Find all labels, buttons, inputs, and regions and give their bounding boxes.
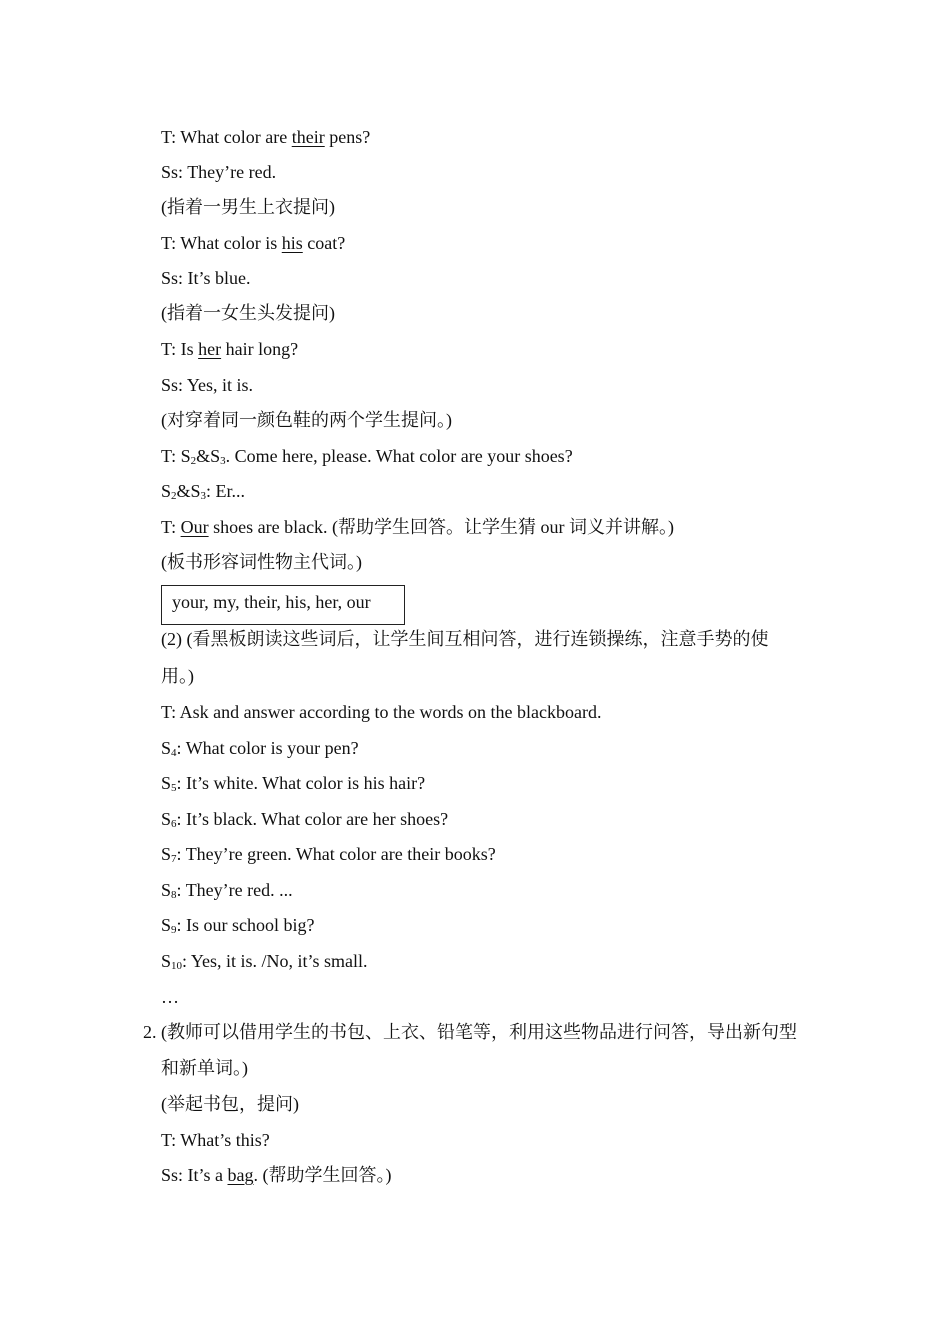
stage-direction: (指着一女生头发提问)	[161, 303, 335, 323]
section-instruction: (教师可以借用学生的书包、上衣、铅笔等，利用这些物品进行问答，导出新句型	[161, 1022, 797, 1042]
dialogue-line: $S_5$: It’s white. What color is his hair?	[161, 773, 426, 794]
dialogue-line: T: Our shoes are black. (帮助学生回答。让学生猜 our 词义并讲解。)	[161, 517, 675, 537]
dialogue-line: $S_4$: What color is your pen?	[161, 738, 359, 759]
dialogue-line: $S_6$: It’s black. What color are her shoes?	[161, 809, 449, 830]
dialogue-line: Ss: Yes, it is.	[161, 375, 254, 395]
dialogue-line: T: What color are their pens?	[161, 127, 371, 147]
dialogue-line: Ss: It’s blue.	[161, 268, 251, 288]
dialogue-line: T: Is her hair long?	[161, 339, 299, 359]
dialogue-line: T: Ask and answer according to the words on the blackboard.	[161, 702, 602, 722]
underlined-word: her	[198, 339, 222, 359]
dialogue-line: Ss: They’re red.	[161, 162, 277, 182]
section-instruction: 用。)	[161, 666, 194, 686]
dialogue-line: $S_{10}$: Yes, it is. /No, it’s small.	[161, 951, 368, 972]
dialogue-line: T: What color is his coat?	[161, 233, 346, 253]
underlined-word: their	[291, 127, 325, 147]
dialogue-line: T: What’s this?	[161, 1130, 270, 1150]
blackboard-words: your, my, their, his, her, our	[172, 592, 371, 612]
ellipsis: …	[161, 987, 179, 1007]
dialogue-line: Ss: It’s a bag. (帮助学生回答。)	[161, 1165, 392, 1185]
dialogue-line: $S_8$: They’re red. ...	[161, 880, 293, 901]
blackboard-box	[161, 585, 405, 625]
stage-direction: (举起书包，提问)	[161, 1094, 299, 1114]
underlined-word: his	[281, 233, 303, 253]
underlined-word: Our	[180, 517, 209, 537]
dialogue-line: T: $S_2\&S_3$. Come here, please. What color are your shoes?	[161, 446, 573, 467]
stage-direction: (对穿着同一颜色鞋的两个学生提问。)	[161, 410, 452, 430]
underlined-word: bag	[227, 1165, 254, 1185]
dialogue-line: $S_2\&S_3$: Er...	[161, 481, 246, 502]
dialogue-line: $S_9$: Is our school big?	[161, 915, 315, 936]
stage-direction: (板书形容词性物主代词。)	[161, 552, 362, 572]
item-number: 2.	[143, 1022, 157, 1042]
section-instruction: (2) (看黑板朗读这些词后，让学生间互相问答，进行连锁操练，注意手势的使	[161, 629, 769, 649]
stage-direction: (指着一男生上衣提问)	[161, 197, 335, 217]
dialogue-line: $S_7$: They’re green. What color are their books?	[161, 844, 496, 865]
section-instruction: 和新单词。)	[161, 1058, 248, 1078]
